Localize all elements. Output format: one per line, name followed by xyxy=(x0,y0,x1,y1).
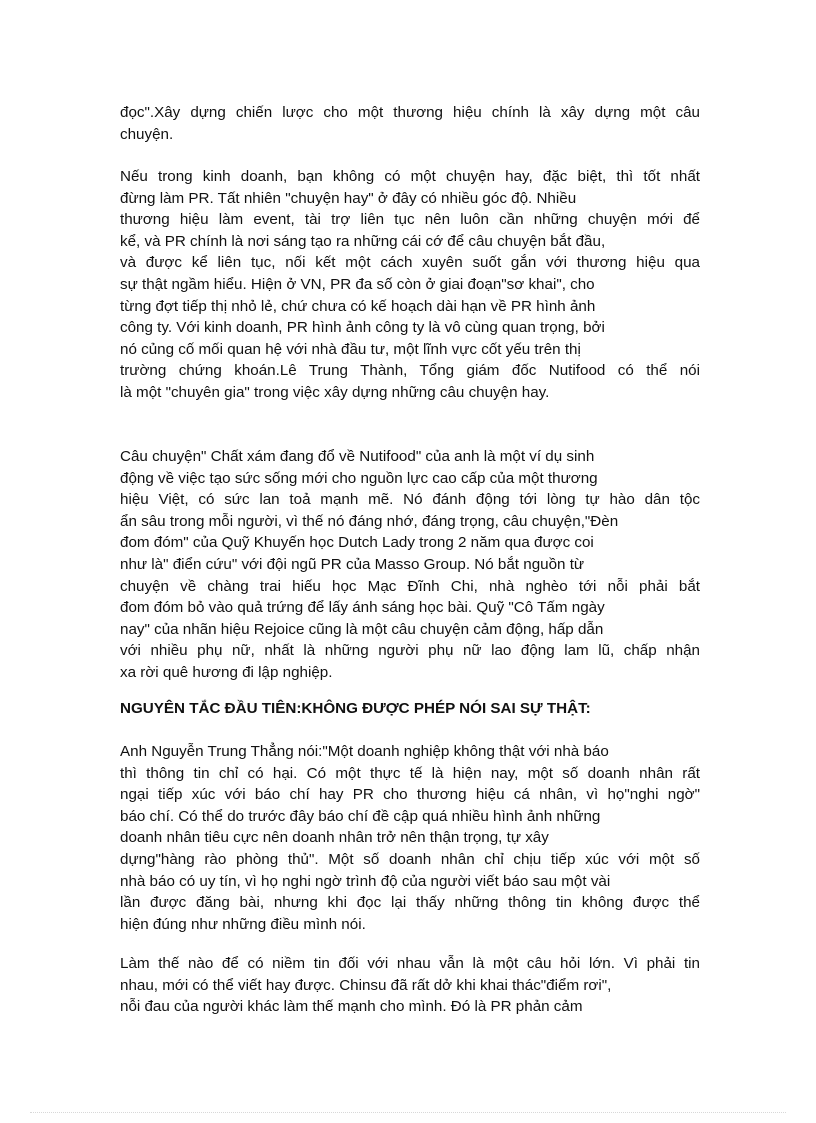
heading-text: NGUYÊN TẮC ĐẦU TIÊN:KHÔNG ĐƯỢC PHÉP NÓI SAI SỰ THẬT: xyxy=(120,700,591,717)
text-line: chuyện về chàng trai hiếu học Mạc Đĩnh Chi, nhà nghèo tới nỗi phải bắt xyxy=(120,577,700,595)
text-line: động về việc tạo sức sống mới cho nguồn lực cao cấp của một thương xyxy=(120,469,598,487)
text-line: ngại tiếp xúc với báo chí hay PR cho thương hiệu cá nhân, vì họ"nghi ngờ" xyxy=(120,786,700,804)
paragraph-5 xyxy=(120,953,700,1018)
text-line: sự thật ngầm hiểu. Hiện ở VN, PR đa số còn ở giai đoạn"sơ khai", cho xyxy=(120,275,595,293)
text-line: Anh Nguyễn Trung Thẳng nói:"Một doanh nghiệp không thật với nhà báo xyxy=(120,743,609,760)
text-line: chuyện. xyxy=(120,125,174,143)
text-line: đom đóm" của Quỹ Khuyến học Dutch Lady trong 2 năm qua được coi xyxy=(120,534,594,552)
text-line: là một "chuyên gia" trong việc xây dựng những câu chuyện hay. xyxy=(120,383,550,401)
page-bottom-divider xyxy=(30,1112,786,1113)
text-line: trường chứng khoán.Lê Trung Thành, Tổng giám đốc Nutifood có thể nói xyxy=(120,362,700,380)
text-line: kể, và PR chính là nơi sáng tạo ra những cái cớ để câu chuyện bắt đầu, xyxy=(120,232,606,250)
paragraph-3 xyxy=(120,446,700,684)
text-line: Nếu trong kinh doanh, bạn không có một chuyện hay, đặc biệt, thì tốt nhất xyxy=(120,168,700,185)
text-line: dựng"hàng rào phòng thủ". Một số doanh nhân chỉ chịu tiếp xúc với một số xyxy=(120,850,700,868)
text-line: thì thông tin chỉ có hại. Có một thực tế là hiện nay, một số doanh nhân rất xyxy=(120,764,700,782)
text-line: nhà báo có uy tín, vì họ nghi ngờ trình độ của người viết báo sau một vài xyxy=(120,872,611,890)
text-line: như là" điển cứu" với đội ngũ PR của Masso Group. Nó bắt nguồn từ xyxy=(120,555,585,573)
section-heading xyxy=(120,698,700,720)
text-line: hiện đúng như những điều mình nói. xyxy=(120,915,366,933)
text-line: doanh nhân tiêu cực nên doanh nhân trở nên thận trọng, tự xây xyxy=(120,829,549,847)
text-line: ẩn sâu trong mỗi người, vì thế nó đáng nhớ, đáng trọng, câu chuyện,"Đèn xyxy=(120,512,619,530)
paragraph-1 xyxy=(120,102,700,145)
text-line: từng đợt tiếp thị nhỏ lẻ, chứ chưa có kế hoạch dài hạn về PR hình ảnh xyxy=(120,297,596,315)
paragraph-2 xyxy=(120,166,700,404)
paragraph-4 xyxy=(120,741,700,935)
text-line: với nhiều phụ nữ, nhất là những người phụ nữ lao động lam lũ, chấp nhận xyxy=(120,642,700,660)
text-line: Câu chuyện" Chất xám đang đổ về Nutifood" của anh là một ví dụ sinh xyxy=(120,448,595,465)
text-line: hiệu Việt, có sức lan toả mạnh mẽ. Nó đánh động tới lòng tự hào dân tộc xyxy=(120,491,700,509)
text-line: đừng làm PR. Tất nhiên "chuyện hay" ở đây có nhiều góc độ. Nhiều xyxy=(120,189,577,207)
text-line: và được kể liên tục, nối kết một cách xuyên suốt gắn với thương hiệu qua xyxy=(120,254,700,272)
text-line: nhau, mới có thể viết hay được. Chinsu đã rất dở khi khai thác"điểm rơi", xyxy=(120,976,612,994)
text-line: công ty. Với kinh doanh, PR hình ảnh công ty là vô cùng quan trọng, bởi xyxy=(120,319,605,337)
text-line: nỗi đau của người khác làm thế mạnh cho mình. Đó là PR phản cảm xyxy=(120,998,583,1016)
text-line: nay" của nhãn hiệu Rejoice cũng là một câu chuyện cảm động, hấp dẫn xyxy=(120,620,604,638)
text-line: báo chí. Có thể do trước đây báo chí đề cập quá nhiều hình ảnh những xyxy=(120,807,601,825)
text-line: nó củng cố mối quan hệ với nhà đầu tư, một lĩnh vực cốt yếu trên thị xyxy=(120,340,581,358)
text-line: lần được đăng bài, nhưng khi đọc lại thấy những thông tin không được thể xyxy=(120,894,700,912)
text-line: xa rời quê hương đi lập nghiệp. xyxy=(120,663,333,681)
text-line: thương hiệu làm event, tài trợ liên tục nên luôn cần những chuyện mới để xyxy=(120,211,700,229)
text-line: Làm thế nào để có niềm tin đối với nhau vẫn là một câu hỏi lớn. Vì phải tin xyxy=(120,955,700,972)
text-line: đom đóm bỏ vào quả trứng để lấy ánh sáng học bài. Quỹ "Cô Tấm ngày xyxy=(120,599,605,617)
text-line: đọc".Xây dựng chiến lược cho một thương hiệu chính là xây dựng một câu xyxy=(120,104,700,121)
